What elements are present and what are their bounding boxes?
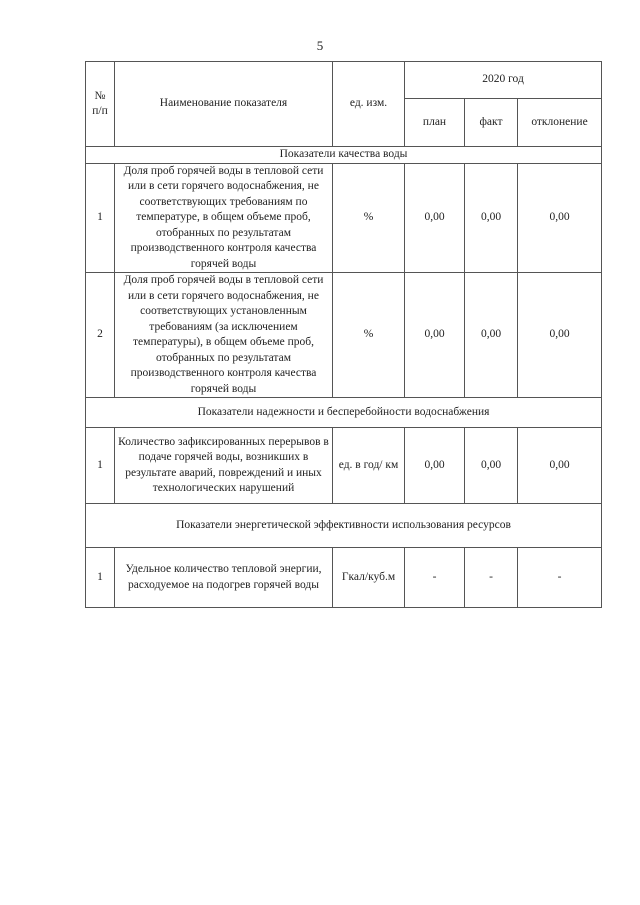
header-fact: факт (465, 99, 518, 147)
section-row (86, 504, 602, 548)
indicators-table (85, 61, 602, 608)
header-row-top (86, 62, 602, 99)
row-num: 2 (86, 273, 115, 398)
row-deviation: - (518, 548, 602, 608)
row-num: 1 (86, 163, 115, 273)
row-unit: % (333, 273, 405, 398)
row-name: Удельное количество тепловой энергии, расходуемое на подогрев горячей воды (115, 548, 333, 608)
row-fact: 0,00 (465, 428, 518, 504)
row-plan: 0,00 (405, 163, 465, 273)
row-unit: % (333, 163, 405, 273)
page-number: 5 (316, 38, 324, 53)
section-row (86, 147, 602, 164)
table-row (86, 548, 602, 608)
row-num: 1 (86, 548, 115, 608)
header-num: № п/п (86, 62, 115, 147)
row-unit: ед. в год/ км (333, 428, 405, 504)
table-row (86, 273, 602, 398)
section-title: Показатели энергетической эффективности использования ресурсов (86, 504, 602, 548)
section-row (86, 398, 602, 428)
header-name: Наименование показателя (115, 62, 333, 147)
header-year: 2020 год (405, 62, 602, 99)
row-deviation: 0,00 (518, 273, 602, 398)
row-name: Доля проб горячей воды в тепловой сети или в сети горячего водоснабжения, не соответствующих требованиям по температуре, в общем объеме проб, отобранных по результатам производственного контроля качества горячей воды (115, 163, 333, 273)
row-deviation: 0,00 (518, 163, 602, 273)
row-plan: 0,00 (405, 428, 465, 504)
row-plan: - (405, 548, 465, 608)
row-plan: 0,00 (405, 273, 465, 398)
header-plan: план (405, 99, 465, 147)
table-row (86, 163, 602, 273)
row-fact: 0,00 (465, 273, 518, 398)
section-title: Показатели качества воды (86, 147, 602, 164)
row-fact: 0,00 (465, 163, 518, 273)
header-deviation: отклонение (518, 99, 602, 147)
row-fact: - (465, 548, 518, 608)
table-row (86, 428, 602, 504)
row-name: Доля проб горячей воды в тепловой сети или в сети горячего водоснабжения, не соответствующих установленным требованиям (за исключением температуры), в общем объеме проб, отобранных по результатам производственного контроля качества горячей воды (115, 273, 333, 398)
section-title: Показатели надежности и бесперебойности водоснабжения (86, 398, 602, 428)
row-num: 1 (86, 428, 115, 504)
row-unit: Гкал/куб.м (333, 548, 405, 608)
row-deviation: 0,00 (518, 428, 602, 504)
header-unit: ед. изм. (333, 62, 405, 147)
row-name: Количество зафиксированных перерывов в подаче горячей воды, возникших в результате аварий, повреждений и иных технологических нарушений (115, 428, 333, 504)
